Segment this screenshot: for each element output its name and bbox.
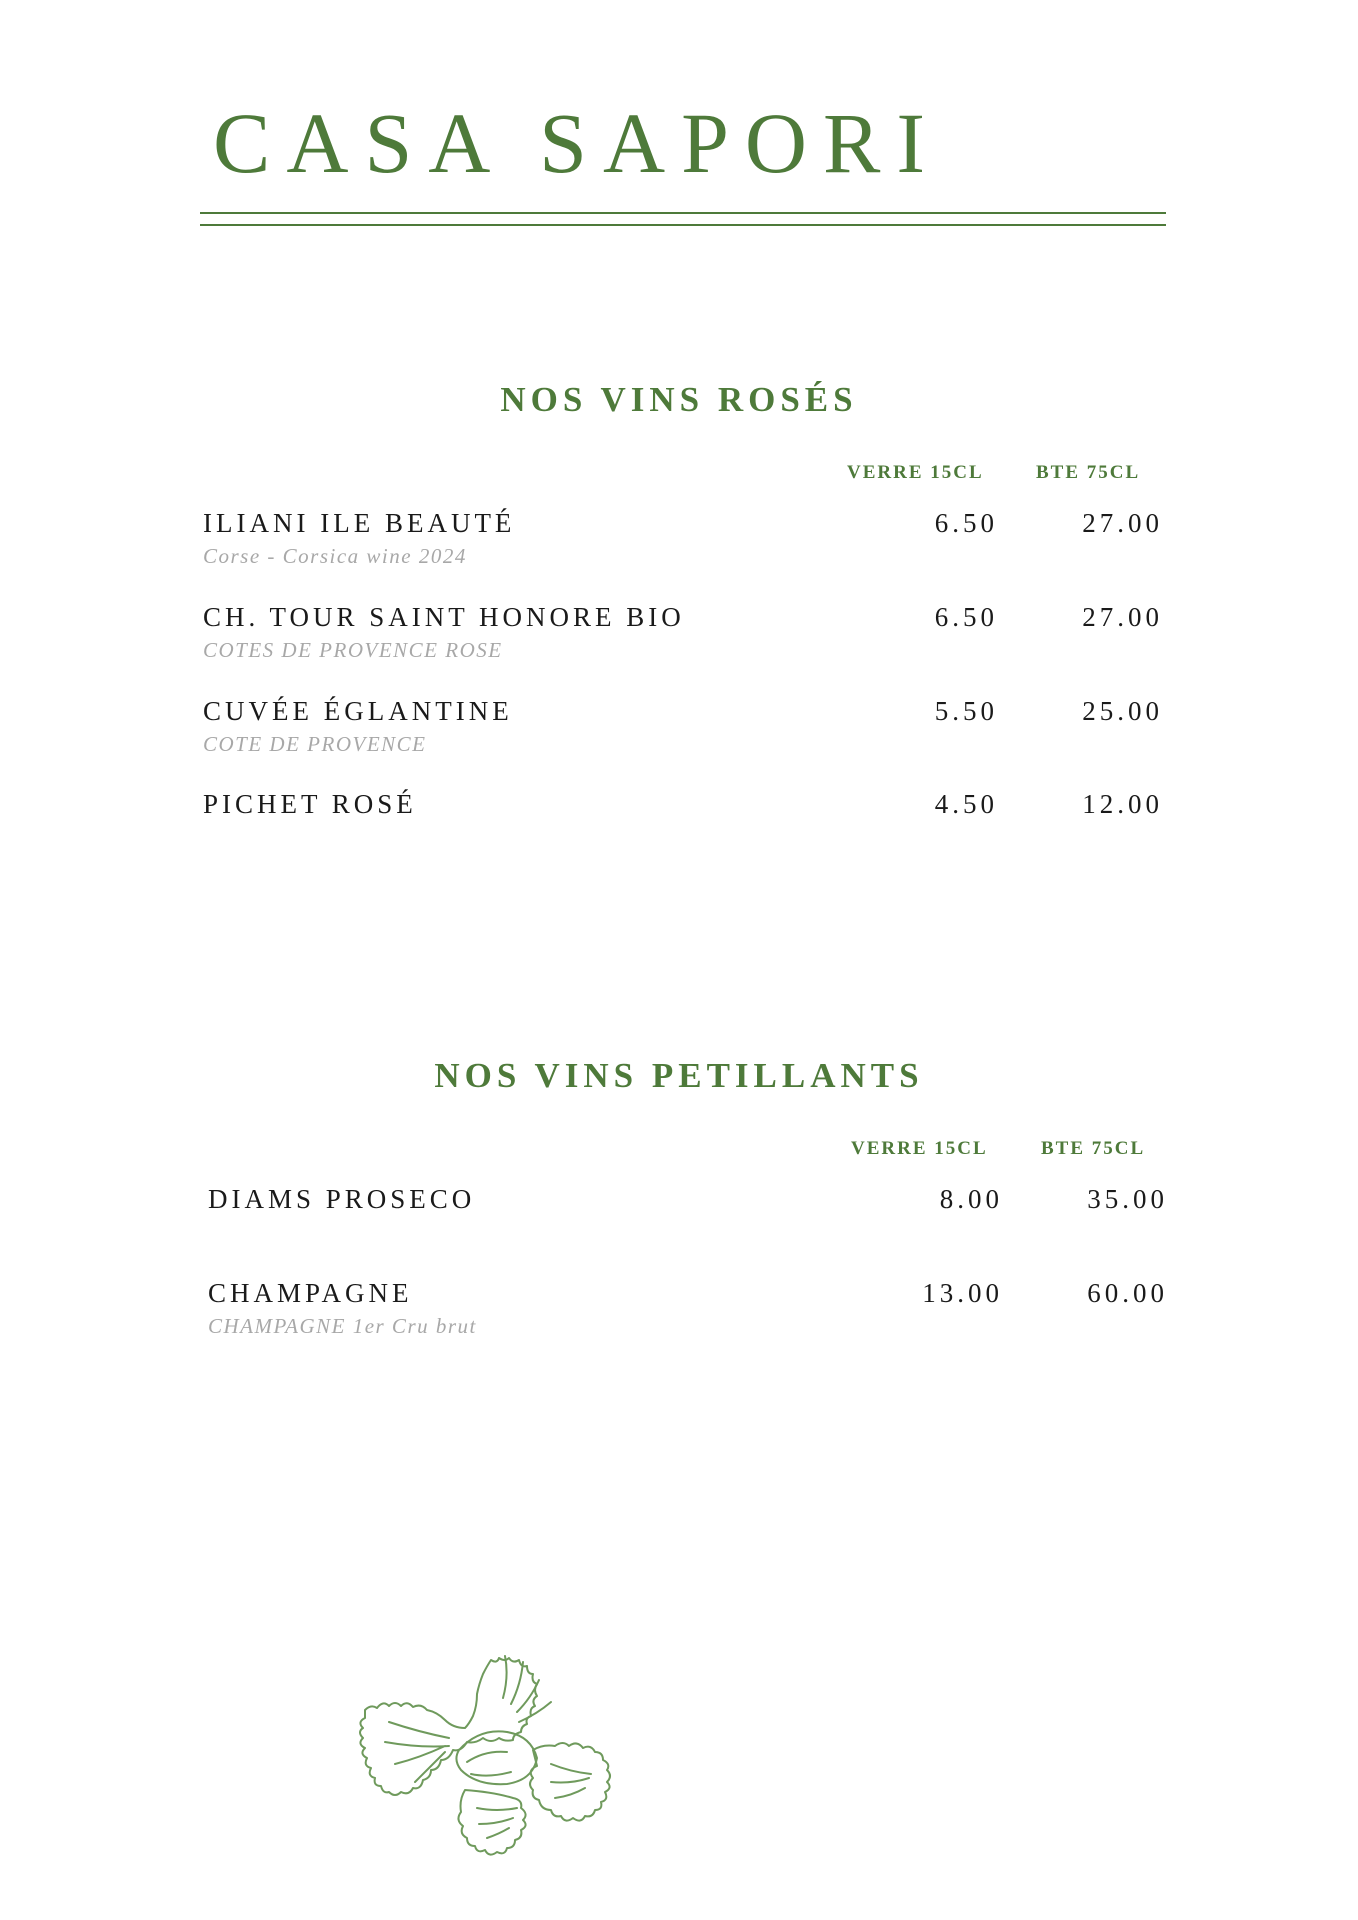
menu-item xyxy=(208,1280,1168,1350)
price-glass: 8.00 xyxy=(939,1184,1003,1214)
menu-item xyxy=(203,510,1163,580)
brand-title: CASA SAPORI xyxy=(213,95,942,191)
section-title-sparkling: NOS VINS PETILLANTS xyxy=(434,1056,924,1095)
item-description: CHAMPAGNE 1er Cru brut xyxy=(208,1314,477,1338)
title-divider-top xyxy=(200,212,1166,214)
menu-item xyxy=(208,1186,1168,1256)
price-bottle: 60.00 xyxy=(1087,1278,1168,1308)
price-bottle: 27.00 xyxy=(1082,602,1163,632)
menu-item xyxy=(203,698,1163,768)
item-description: Corse - Corsica wine 2024 xyxy=(203,544,467,568)
menu-item xyxy=(203,791,1163,861)
price-bottle: 27.00 xyxy=(1082,508,1163,538)
title-divider-bottom xyxy=(200,224,1166,226)
price-bottle: 35.00 xyxy=(1087,1184,1168,1214)
farfalle-pasta-icon xyxy=(355,1632,625,1872)
item-name: CUVÉE ÉGLANTINE xyxy=(203,696,513,726)
menu-item xyxy=(203,604,1163,674)
item-name: CHAMPAGNE xyxy=(208,1278,413,1308)
item-name: PICHET ROSÉ xyxy=(203,789,417,819)
price-glass: 5.50 xyxy=(934,696,998,726)
column-header-glass: VERRE 15CL xyxy=(851,1138,988,1159)
price-glass: 6.50 xyxy=(934,508,998,538)
column-header-glass: VERRE 15CL xyxy=(847,462,984,483)
section-title-roses: NOS VINS ROSÉS xyxy=(500,380,858,419)
price-glass: 6.50 xyxy=(934,602,998,632)
item-name: CH. TOUR SAINT HONORE BIO xyxy=(203,602,685,632)
item-description: COTES DE PROVENCE ROSE xyxy=(203,638,503,662)
item-name: DIAMS PROSECO xyxy=(208,1184,476,1214)
price-bottle: 12.00 xyxy=(1082,789,1163,819)
item-description: COTE DE PROVENCE xyxy=(203,732,427,756)
column-header-bottle: BTE 75CL xyxy=(1036,462,1141,483)
price-glass: 4.50 xyxy=(934,789,998,819)
item-name: ILIANI ILE BEAUTÉ xyxy=(203,508,516,538)
price-glass: 13.00 xyxy=(922,1278,1003,1308)
price-bottle: 25.00 xyxy=(1082,696,1163,726)
column-header-bottle: BTE 75CL xyxy=(1041,1138,1146,1159)
